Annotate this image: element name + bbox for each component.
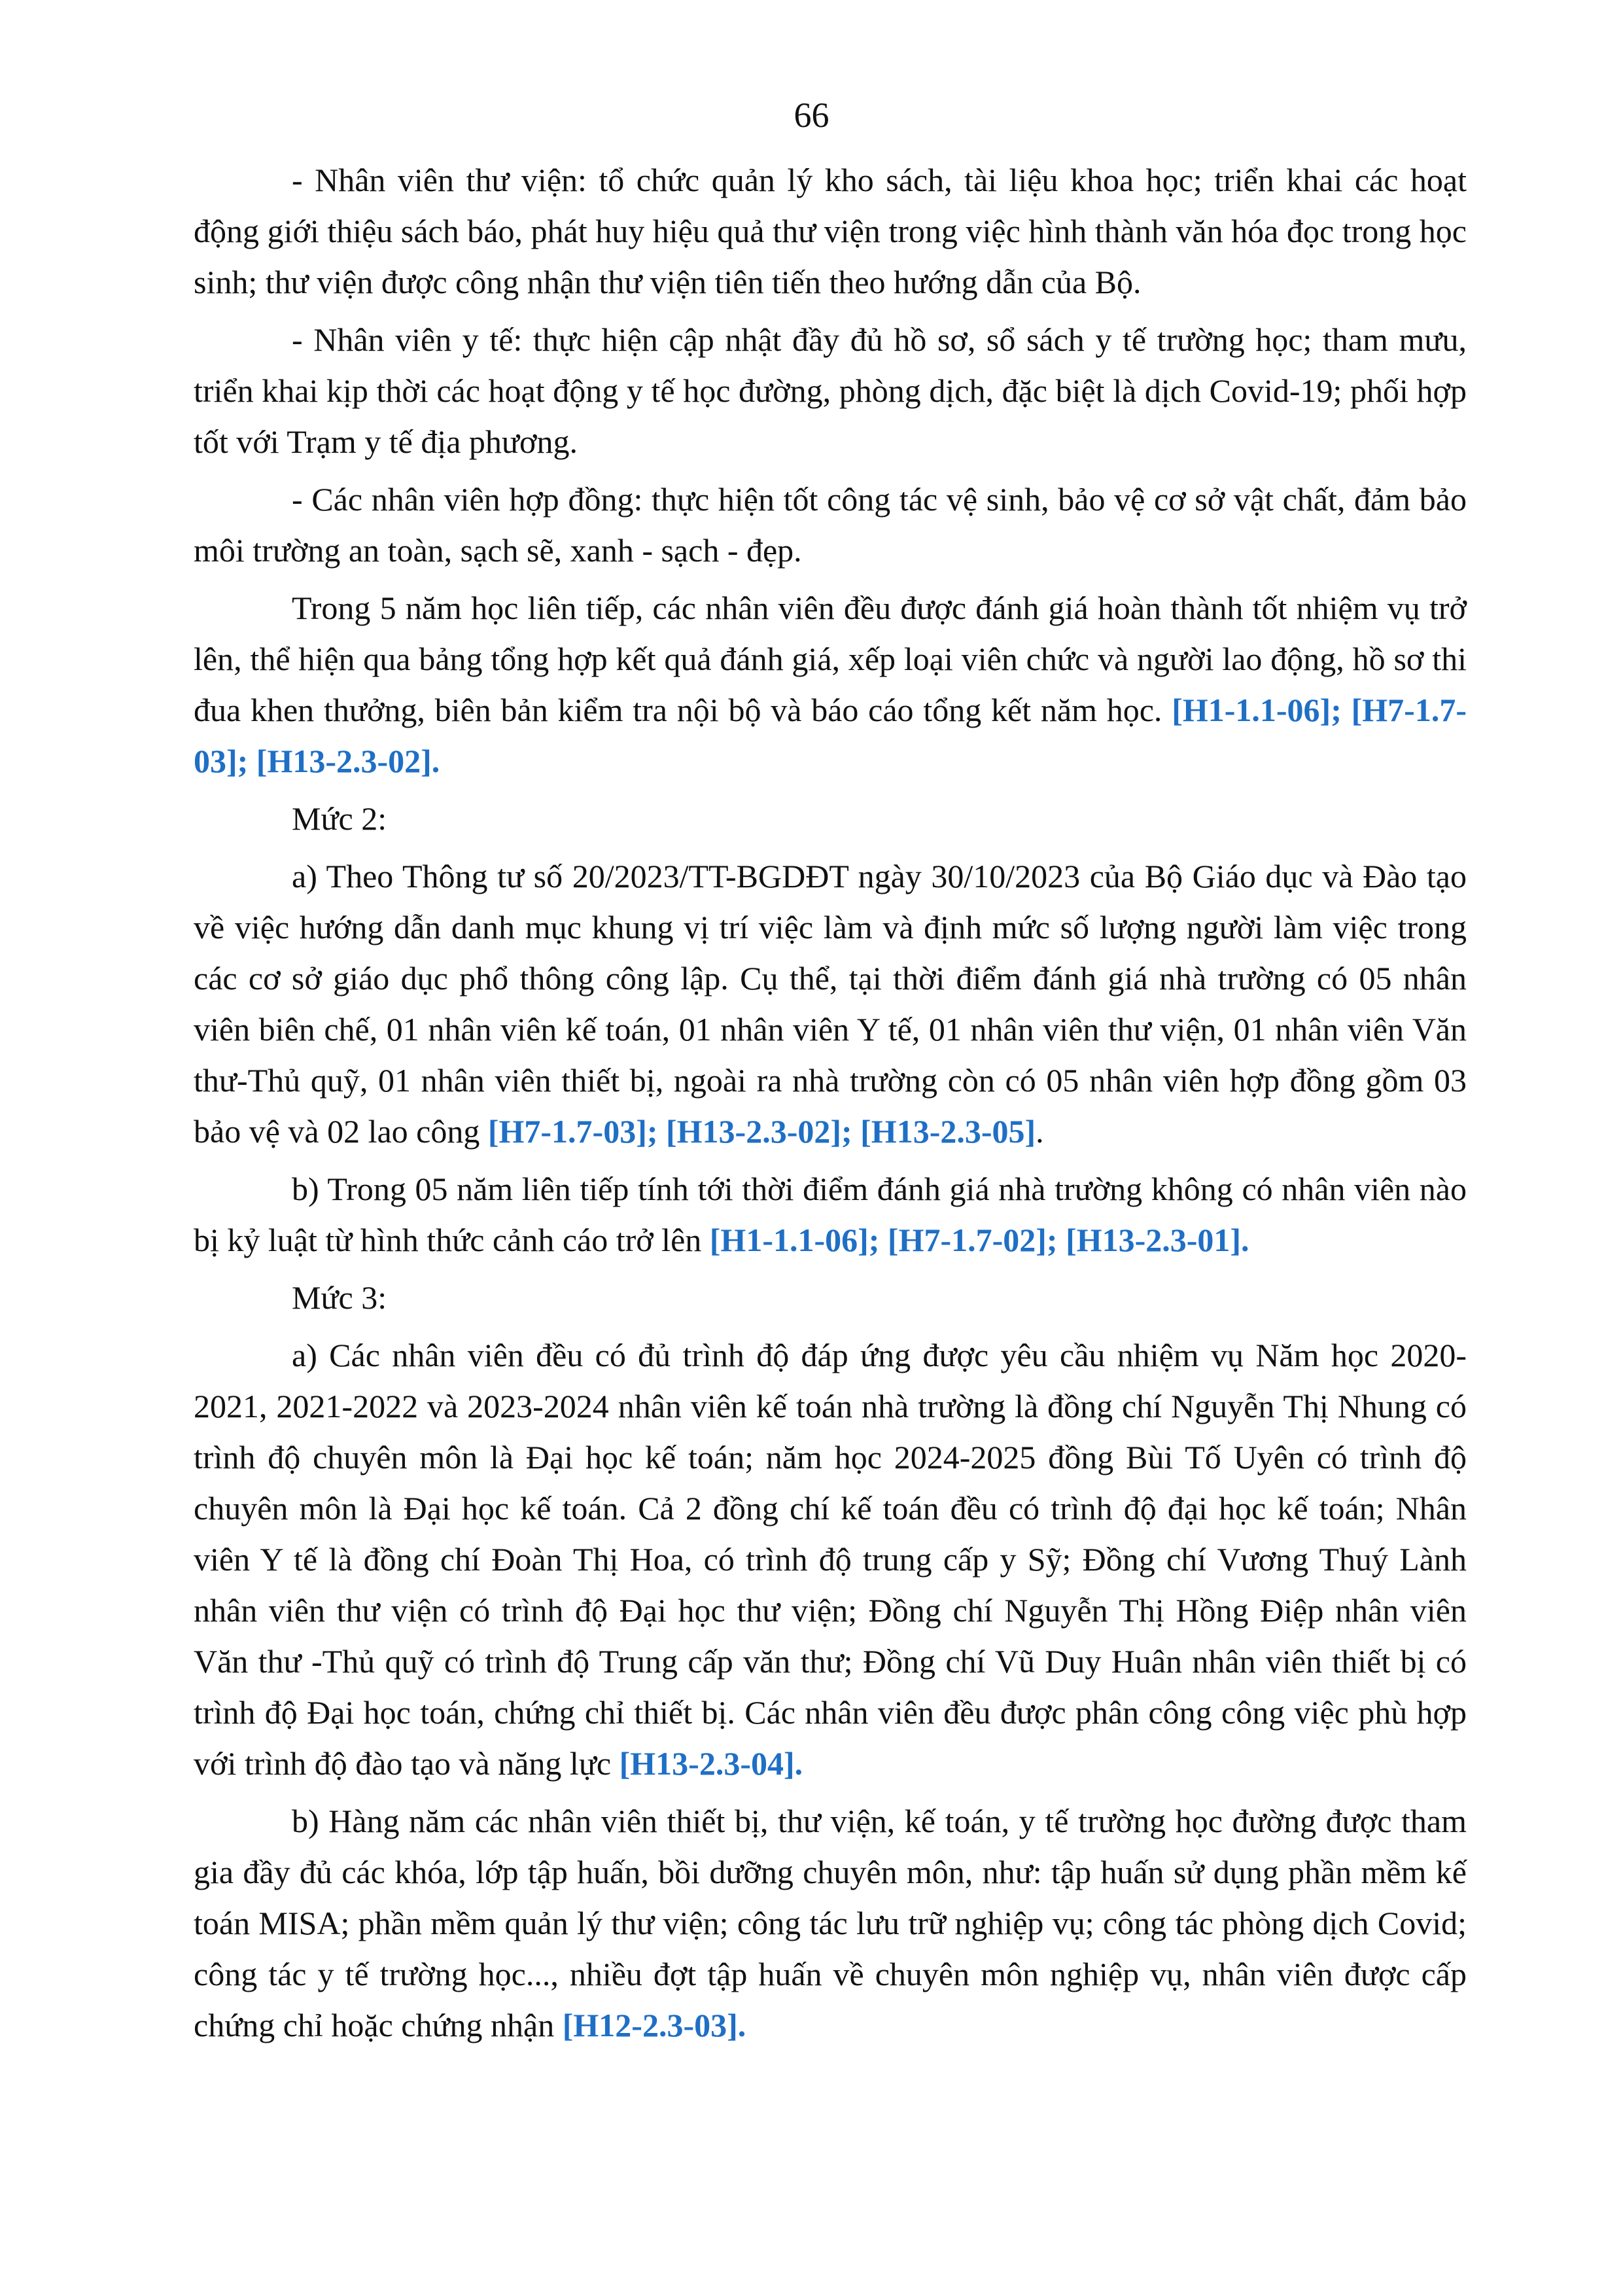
paragraph-level-3-b — [194, 1795, 1467, 2051]
paragraph-medical-staff — [194, 314, 1467, 467]
paragraph-library-staff — [194, 154, 1467, 308]
heading-level-2 — [194, 793, 1467, 844]
paragraph-level-2-a — [194, 851, 1467, 1157]
paragraph-text: b) Hàng năm các nhân viên thiết bị, thư viện, kế toán, y tế trường học đường được tham gia đầy đủ các khóa, lớp tập huấn, bồi dưỡng chuyên môn, như: tập huấn sử dụng phần mềm kế toán MISA; phần mềm quản lý thư viện; công tác lưu trữ nghiệp vụ; công tác phòng dịch Covid; công tác y tế trường học..., nhiều đợt tập huấn về chuyên môn nghiệp vụ, nhân viên được cấp chứng chỉ hoặc chứng nhận — [194, 1803, 1467, 2043]
paragraph-text: a) Theo Thông tư số 20/2023/TT-BGDĐT ngày 30/10/2023 của Bộ Giáo dục và Đào tạo về việc hướng dẫn danh mục khung vị trí việc làm và định mức số lượng người làm việc trong các cơ sở giáo dục phổ thông công lập. Cụ thể, tại thời điểm đánh giá nhà trường có 05 nhân viên biên chế, 01 nhân viên kế toán, 01 nhân viên Y tế, 01 nhân viên thư viện, 01 nhân viên Văn thư-Thủ quỹ, 01 nhân viên thiết bị, ngoài ra nhà trường còn có 05 nhân viên hợp đồng gồm 03 bảo vệ và 02 lao công — [194, 858, 1467, 1150]
evidence-reference: [H13-2.3-04]. — [619, 1745, 803, 1782]
paragraph-level-3-a — [194, 1330, 1467, 1789]
paragraph-text: Mức 2: — [292, 800, 387, 837]
paragraph-text: Mức 3: — [292, 1279, 387, 1316]
evidence-reference: [H1-1.1-06]; [H7-1.7-02]; [H13-2.3-01]. — [709, 1222, 1249, 1258]
paragraph-text: - Nhân viên thư viện: tổ chức quản lý kho sách, tài liệu khoa học; triển khai các hoạt động giới thiệu sách báo, phát huy hiệu quả thư viện trong việc hình thành văn hóa đọc trong học sinh; thư viện được công nhận thư viện tiên tiến theo hướng dẫn của Bộ. — [194, 162, 1467, 300]
paragraph-level-2-b — [194, 1163, 1467, 1265]
evidence-reference: [H12-2.3-03]. — [562, 2007, 746, 2043]
page-number: 66 — [794, 96, 829, 135]
paragraph-text: - Các nhân viên hợp đồng: thực hiện tốt công tác vệ sinh, bảo vệ cơ sở vật chất, đảm bảo môi trường an toàn, sạch sẽ, xanh - sạch - đẹp. — [194, 481, 1467, 569]
evidence-reference: [H7-1.7-03]; [H13-2.3-02]; [H13-2.3-05] — [487, 1113, 1036, 1150]
paragraph-text: a) Các nhân viên đều có đủ trình độ đáp ứng được yêu cầu nhiệm vụ Năm học 2020-2021, 2021-2022 và 2023-2024 nhân viên kế toán nhà trường là đồng chí Nguyễn Thị Nhung có trình độ chuyên môn là Đại học kế toán; năm học 2024-2025 đồng Bùi Tố Uyên có trình độ chuyên môn là Đại học kế toán. Cả 2 đồng chí kế toán đều có trình độ đại học kế toán; Nhân viên Y tế là đồng chí Đoàn Thị Hoa, có trình độ trung cấp y Sỹ; Đồng chí Vương Thuý Lành nhân viên thư viện có trình độ Đại học thư viện; Đồng chí Nguyễn Thị Hồng Điệp nhân viên Văn thư -Thủ quỹ có trình độ Trung cấp văn thư; Đồng chí Vũ Duy Huân nhân viên thiết bị có trình độ Đại học toán, chứng chỉ thiết bị. Các nhân viên đều được phân công công việc phù hợp với trình độ đào tạo và năng lực — [194, 1337, 1467, 1782]
paragraph-contract-staff — [194, 474, 1467, 576]
paragraph-text: - Nhân viên y tế: thực hiện cập nhật đầy đủ hồ sơ, sổ sách y tế trường học; tham mưu, triển khai kịp thời các hoạt động y tế học đường, phòng dịch, đặc biệt là dịch Covid-19; phối hợp tốt với Trạm y tế địa phương. — [194, 321, 1467, 460]
paragraph-five-year-evaluation — [194, 582, 1467, 786]
paragraph-tail: . — [1036, 1113, 1044, 1150]
paragraph-text: b) Trong 05 năm liên tiếp tính tới thời điểm đánh giá nhà trường không có nhân viên nào bị kỷ luật từ hình thức cảnh cáo trở lên — [194, 1171, 1467, 1258]
heading-level-3 — [194, 1272, 1467, 1323]
paragraph-text: Trong 5 năm học liên tiếp, các nhân viên đều được đánh giá hoàn thành tốt nhiệm vụ trở lên, thể hiện qua bảng tổng hợp kết quả đánh giá, xếp loại viên chức và người lao động, hồ sơ thi đua khen thưởng, biên bản kiểm tra nội bộ và báo cáo tổng kết năm học. — [194, 590, 1467, 728]
evidence-reference: [H1-1.1-06]; [H7-1.7-03]; [H13-2.3-02]. — [194, 692, 1467, 779]
document-body — [194, 154, 1467, 2057]
